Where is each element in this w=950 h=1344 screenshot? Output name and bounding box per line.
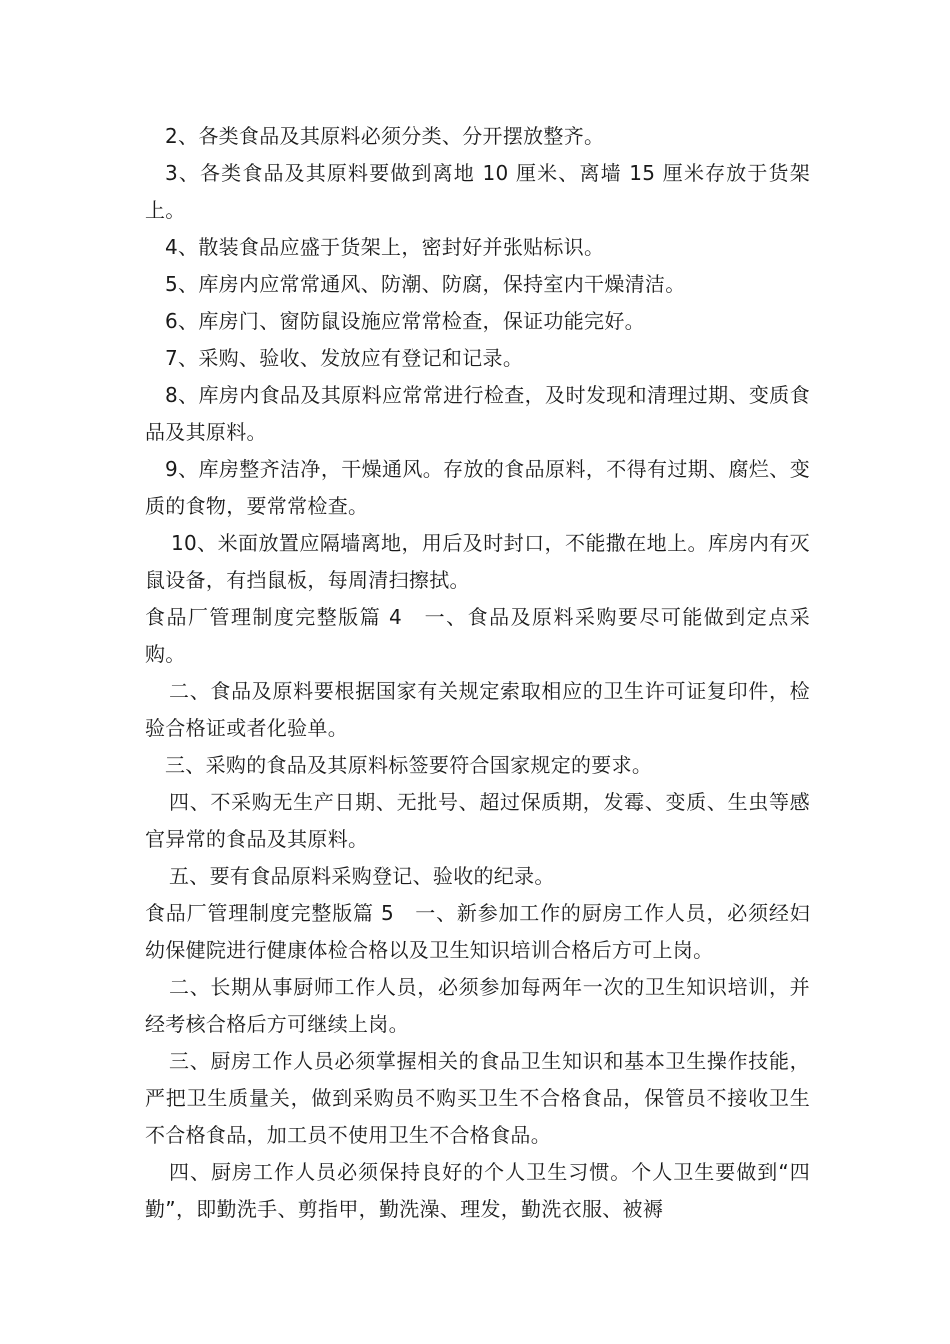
- paragraph-item-5: 5、库房内应常常通风、防潮、防腐，保持室内干燥清洁。: [165, 272, 686, 296]
- document-body: [145, 118, 810, 1228]
- section-4-item-2: 二、食品及原料要根据国家有关规定索取相应的卫生许可证复印件，检验合格证或者化验单。: [145, 679, 810, 740]
- section-5-item-3: 三、厨房工作人员必须掌握相关的食品卫生知识和基本卫生操作技能，严把卫生质量关，做到采购员不购买卫生不合格食品，保管员不接收卫生不合格食品，加工员不使用卫生不合格食品。: [145, 1049, 810, 1147]
- section-4-item-4: 四、不采购无生产日期、无批号、超过保质期，发霉、变质、生虫等感官异常的食品及其原料。: [145, 790, 810, 851]
- section-4-item-5: 五、要有食品原料采购登记、验收的纪录。: [169, 864, 555, 888]
- section-4-item-3: 三、采购的食品及其原料标签要符合国家规定的要求。: [165, 753, 653, 777]
- paragraph-item-6: 6、库房门、窗防鼠设施应常常检查，保证功能完好。: [165, 309, 645, 333]
- paragraph-item-4: 4、散装食品应盛于货架上，密封好并张贴标识。: [165, 235, 605, 259]
- section-5-item-2: 二、长期从事厨师工作人员，必须参加每两年一次的卫生知识培训，并经考核合格后方可继续上岗。: [145, 975, 810, 1036]
- paragraph-item-10: 10、米面放置应隔墙离地，用后及时封口，不能撒在地上。库房内有灭鼠设备，有挡鼠板，每周清扫擦拭。: [145, 531, 810, 592]
- section-5-item-4: 四、厨房工作人员必须保持良好的个人卫生习惯。个人卫生要做到“四勤”，即勤洗手、剪指甲，勤洗澡、理发，勤洗衣服、被褥: [145, 1160, 810, 1221]
- paragraph-item-9: 9、库房整齐洁净，干燥通风。存放的食品原料，不得有过期、腐烂、变质的食物，要常常检查。: [145, 457, 810, 518]
- paragraph-item-2: 2、各类食品及其原料必须分类、分开摆放整齐。: [165, 124, 605, 148]
- section-5-intro: 食品厂管理制度完整版篇 5 一、新参加工作的厨房工作人员，必须经妇幼保健院进行健康体检合格以及卫生知识培训合格后方可上岗。: [145, 901, 810, 962]
- paragraph-item-3: 3、各类食品及其原料要做到离地 10 厘米、离墙 15 厘米存放于货架上。: [145, 161, 810, 222]
- paragraph-item-7: 7、采购、验收、发放应有登记和记录。: [165, 346, 524, 370]
- paragraph-item-8: 8、库房内食品及其原料应常常进行检查，及时发现和清理过期、变质食品及其原料。: [145, 383, 810, 444]
- section-4-intro: 食品厂管理制度完整版篇 4 一、食品及原料采购要尽可能做到定点采购。: [145, 605, 810, 666]
